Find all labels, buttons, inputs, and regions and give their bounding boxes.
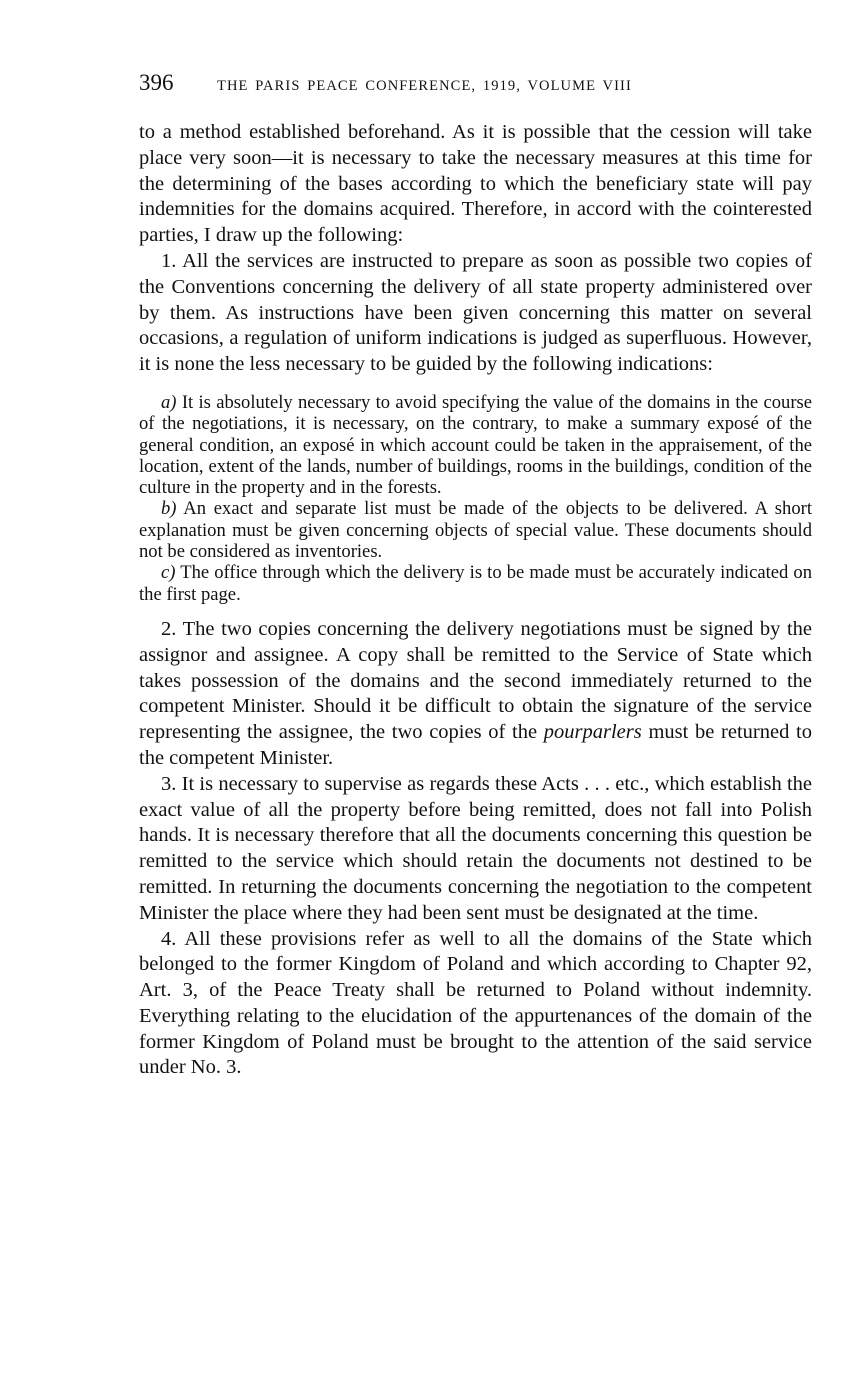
item-2-italic-term: pourparlers xyxy=(543,721,642,744)
sub-item-a-label: a) xyxy=(161,391,177,413)
document-page xyxy=(139,70,812,1081)
sub-item-b-text: An exact and separate list must be made of the objects to be delivered. A short explanation must be given concerning objects of special value. These documents should not be considered as inventories. xyxy=(139,498,812,563)
item-2-paragraph xyxy=(139,617,812,772)
item-2-text-start: 2. The two copies concerning the delivery negotiations must be signed by the assignor and assignee. A copy shall be remitted to the Service of State which takes possession of the domains and the second immediately returned to the competent Minister. Should it be difficult to obtain the signature of the service representing the assignee, the two copies of the xyxy=(139,617,812,744)
sub-item-c xyxy=(139,562,812,605)
page-number: 396 xyxy=(139,70,174,95)
sub-item-c-label: c) xyxy=(161,562,176,584)
item-4-paragraph: 4. All these provisions refer as well to all the domains of the State which belonged to the former Kingdom of Poland and which according to Chapter 92, Art. 3, of the Peace Treaty shall be returned to Poland without indemnity. Everything relating to the elucidation of the appurtenances of the domain of the former Kingdom of Poland must be brought to the attention of the said service under No. 3. xyxy=(139,927,812,1079)
item-1-paragraph: 1. All the services are instructed to prepare as soon as possible two copies of the Conventions concerning the delivery of all state property administered over by them. As instructions have been given concerning this matter on several occasions, a regulation of uniform indications is judged as superfluous. However, it is none the less necessary to be guided by the following indications: xyxy=(139,249,812,376)
intro-paragraph: to a method established beforehand. As it is possible that the cession will take place very soon—it is necessary to take the necessary measures at this time for the determining of the bases according to which the beneficiary state will pay indemnities for the domains acquired. Therefore, in accord with the cointerested parties, I draw up the following: xyxy=(139,121,812,247)
sub-item-b xyxy=(139,498,812,562)
running-title: THE PARIS PEACE CONFERENCE, 1919, VOLUME VIII xyxy=(217,78,632,94)
item-2-text-end: must be returned to the competent Minister. xyxy=(139,721,812,769)
sub-item-a xyxy=(139,392,812,498)
running-header xyxy=(139,70,812,100)
sub-item-c-text: The office through which the delivery is to be made must be accurately indicated on the first page. xyxy=(139,562,812,605)
item-3-paragraph: 3. It is necessary to supervise as regards these Acts . . . etc., which establish the exact value of all the property before being remitted, does not fall into Polish hands. It is necessary therefore that all the documents concerning this question be remitted to the service which should retain the documents not destined to be remitted. In returning the documents concerning the negotiation to the competent Minister the place where they had been sent must be designated at the time. xyxy=(139,772,812,924)
sub-item-a-text: It is absolutely necessary to avoid specifying the value of the domains in the course of the negotiations, it is necessary, on the contrary, to make a summary exposé of the general condition, an exposé in which account could be taken in the appraisement, of the location, extent of the lands, number of buildings, rooms in the buildings, condition of the culture in the property and in the forests. xyxy=(139,391,812,499)
sub-item-b-label: b) xyxy=(161,498,177,520)
